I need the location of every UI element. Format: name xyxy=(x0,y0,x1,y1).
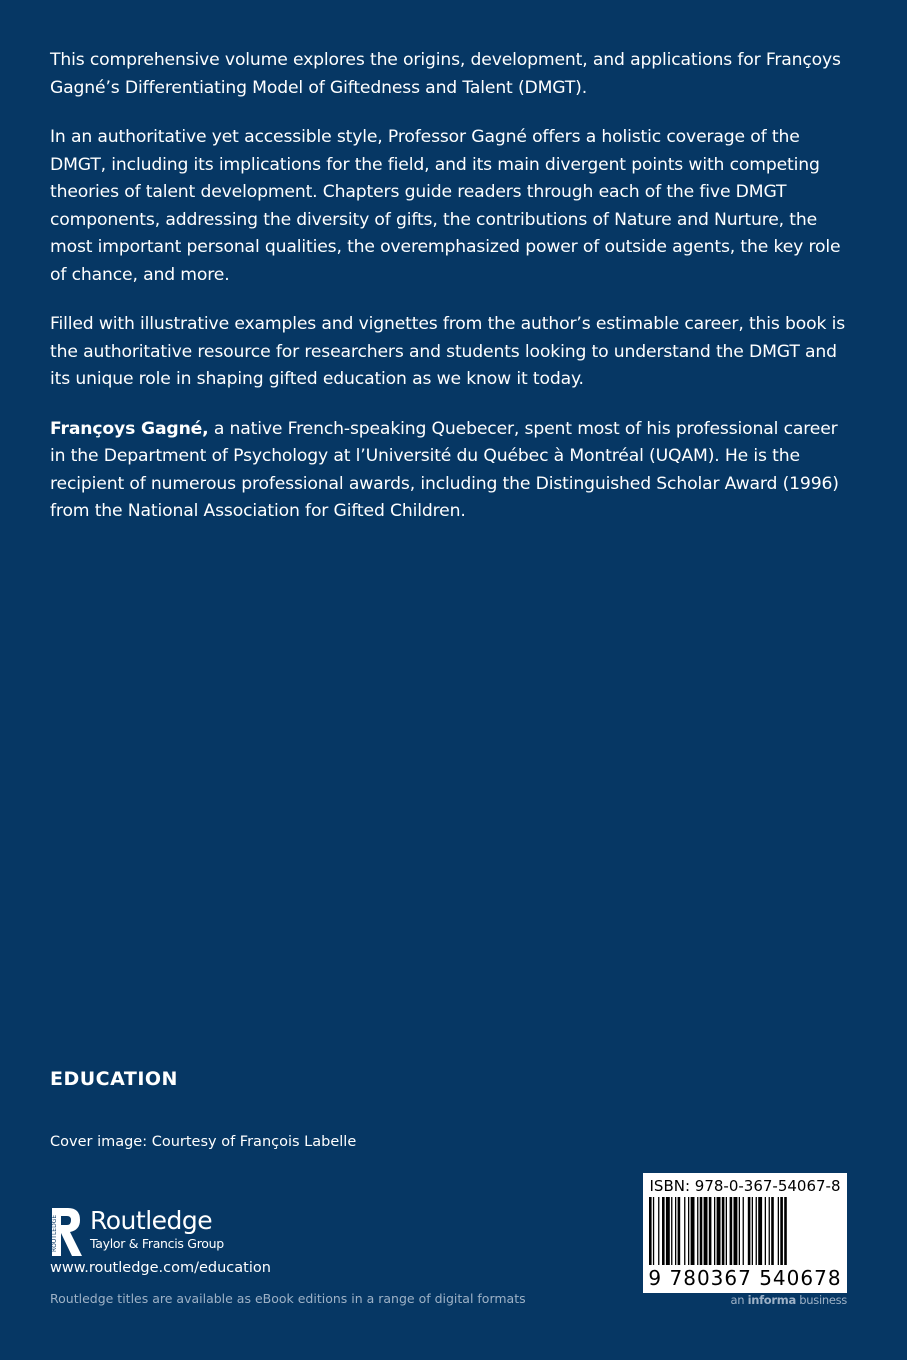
informa-prefix: an xyxy=(730,1293,748,1307)
publisher-url: www.routledge.com/education xyxy=(50,1260,271,1276)
isbn-barcode-block xyxy=(643,1173,847,1293)
barcode-bar xyxy=(743,1197,744,1265)
barcode-bar xyxy=(765,1197,766,1265)
barcode-bar xyxy=(658,1197,659,1265)
author-bio xyxy=(50,416,850,526)
informa-suffix: business xyxy=(795,1293,847,1307)
isbn-digits: 9 780367 540678 xyxy=(648,1266,842,1290)
barcode-bar xyxy=(662,1197,665,1265)
barcode-bar xyxy=(726,1197,727,1265)
barcode-bar xyxy=(704,1197,708,1265)
barcode-bar xyxy=(771,1197,774,1265)
subject-category: EDUCATION xyxy=(50,1068,178,1090)
barcode-bar xyxy=(780,1197,783,1265)
barcode-bar xyxy=(752,1197,753,1265)
author-name: Françoys Gagné, xyxy=(50,418,209,439)
barcode-bar xyxy=(691,1197,695,1265)
publisher-block xyxy=(50,1206,224,1258)
routledge-logo-text: ROUTLEDGE xyxy=(51,1214,58,1252)
barcode-bar xyxy=(758,1197,762,1265)
cover-image-credit: Cover image: Courtesy of François Labelle xyxy=(50,1134,357,1150)
barcode-bar xyxy=(666,1197,670,1265)
barcode-icon xyxy=(643,1197,847,1267)
informa-brand: informa xyxy=(747,1293,796,1307)
back-cover-blurb xyxy=(50,47,850,548)
barcode-bar xyxy=(653,1197,654,1265)
informa-business-mark xyxy=(643,1293,847,1307)
barcode-bar xyxy=(722,1197,725,1265)
isbn-label: ISBN: 978-0-367-54067-8 xyxy=(649,1177,841,1195)
barcode-bar xyxy=(730,1197,733,1265)
barcode-bar xyxy=(697,1197,698,1265)
publisher-group: Taylor & Francis Group xyxy=(90,1236,224,1251)
barcode-bar xyxy=(769,1197,770,1265)
barcode-bar xyxy=(739,1197,740,1265)
blurb-paragraph-resource: Filled with illustrative examples and vignettes from the author’s estimable career, this book is the authoritative resource for researchers and students looking to understand the DMGT and its unique role in shaping gifted education as we know it today. xyxy=(50,314,846,389)
barcode-bar xyxy=(678,1197,681,1265)
barcode-bar xyxy=(709,1197,712,1265)
barcode-bar xyxy=(756,1197,757,1265)
barcode-bar xyxy=(714,1197,715,1265)
barcode-bar xyxy=(778,1197,779,1265)
barcode-bar xyxy=(671,1197,672,1265)
barcode-bar xyxy=(675,1197,676,1265)
ebook-availability-note: Routledge titles are available as eBook editions in a range of digital formats xyxy=(50,1291,526,1306)
barcode-bar xyxy=(649,1197,652,1265)
barcode-bar xyxy=(748,1197,751,1265)
author-bio-text: a native French-speaking Quebecer, spent most of his professional career in the Department of Psychology at l’Université du Québec à Montréal (UQAM). He is the recipient of numerous professional awards, including the Distinguished Scholar Award (1996) from the National Association for Gifted Children. xyxy=(50,418,839,521)
blurb-paragraph-coverage: In an authoritative yet accessible style, Professor Gagné offers a holistic coverage of the DMGT, including its implications for the field, and its main divergent points with competing theories of talent development. Chapters guide readers through each of the five DMGT components, addressing the diversity of gifts, the contributions of Nature and Nurture, the most important personal qualities, the overemphasized power of outside agents, the key role of chance, and more. xyxy=(50,127,841,285)
publisher-wordmark xyxy=(90,1206,224,1252)
routledge-logo-icon xyxy=(50,1206,84,1258)
barcode-bar xyxy=(784,1197,787,1265)
barcode-bar xyxy=(734,1197,738,1265)
barcode-bar xyxy=(688,1197,689,1265)
barcode-bar xyxy=(700,1197,703,1265)
blurb-paragraph-intro: This comprehensive volume explores the origins, development, and applications for Françoys Gagné’s Differentiating Model of Giftedness and Talent (DMGT). xyxy=(50,50,841,98)
publisher-name: Routledge xyxy=(90,1206,213,1235)
barcode-bar xyxy=(684,1197,685,1265)
barcode-bar xyxy=(717,1197,721,1265)
